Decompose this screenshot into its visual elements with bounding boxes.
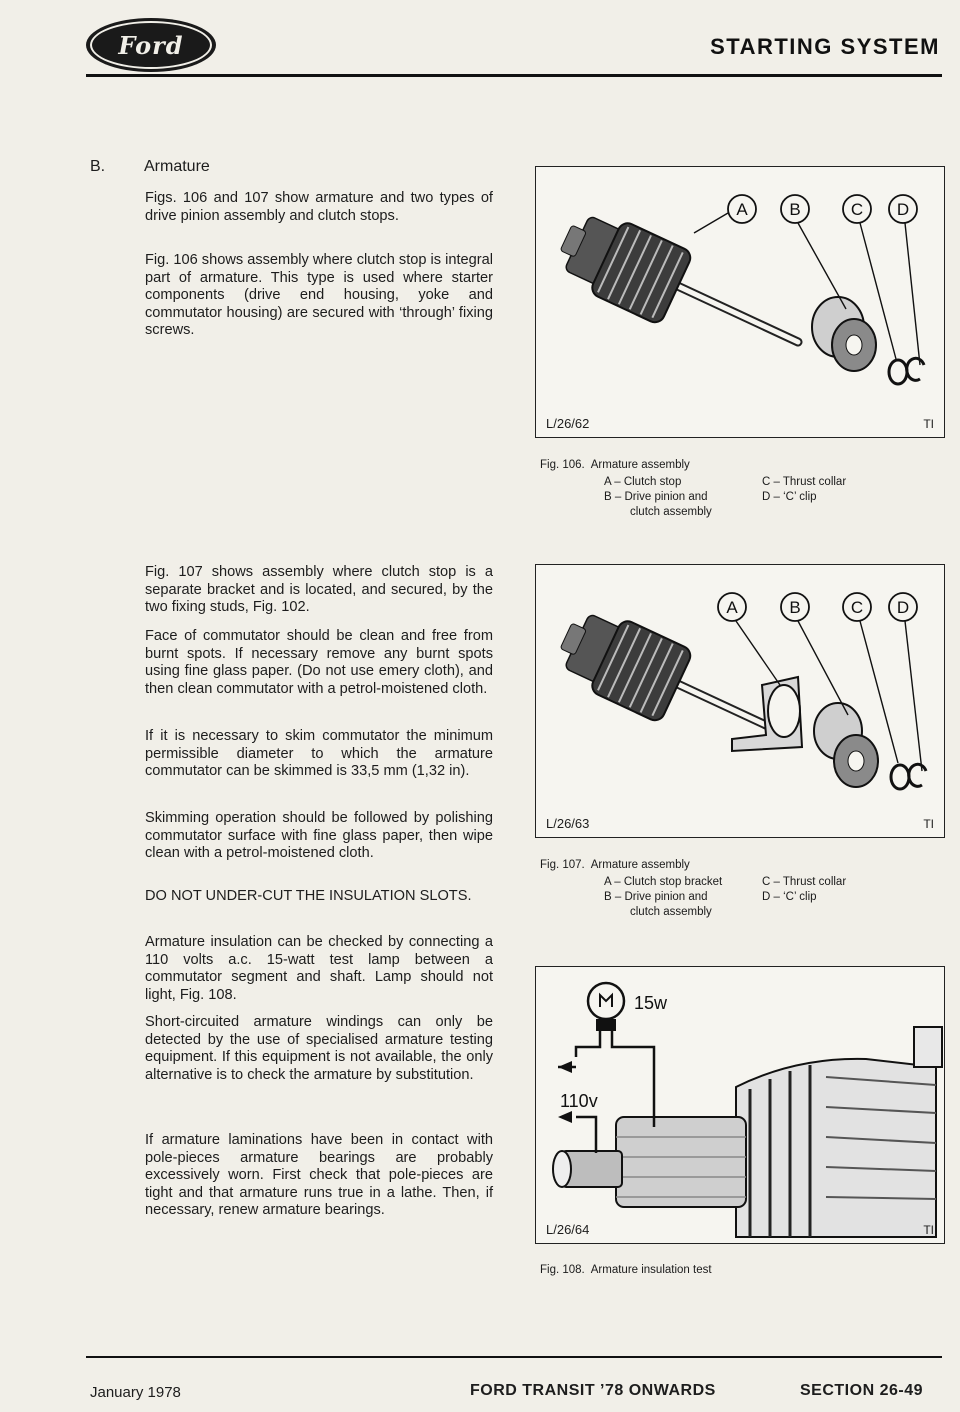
callout-c: C: [850, 598, 864, 617]
figure-number: Fig. 106.: [540, 459, 585, 471]
figure-title: Armature assembly: [590, 859, 690, 871]
caption-item-b2: clutch assembly: [630, 506, 712, 518]
logo-text: Ford: [90, 21, 212, 69]
figure-title: Armature insulation test: [590, 1264, 712, 1276]
section-heading: Armature: [144, 158, 210, 175]
callout-b: B: [789, 200, 801, 219]
figure-108: [535, 966, 945, 1244]
paragraph: Face of commutator should be clean and free from burnt spots. If necessary remove any burnt spots using fine glass paper. (Do not use emery cloth), and then clean commutator with a petrol-moistened cloth.: [145, 628, 493, 697]
header-rule: [86, 74, 942, 77]
caption-item-d: D – ‘C’ clip: [762, 491, 817, 503]
callout-d: D: [896, 200, 910, 219]
callout-a: A: [736, 200, 748, 219]
ford-logo: [86, 18, 216, 72]
callout-c: C: [850, 200, 864, 219]
section-title: STARTING SYSTEM: [710, 34, 940, 59]
paragraph: Armature insulation can be checked by connecting a 110 volts a.c. 15-watt test lamp between a commutator segment and shaft. Lamp should not light, Fig. 108.: [145, 934, 493, 1003]
paragraph: If it is necessary to skim commutator the minimum permissible diameter to which the armature commutator can be skimmed is 33,5 mm (1,32 in).: [145, 728, 493, 779]
paragraph: Skimming operation should be followed by polishing commutator surface with fine glass paper, then wipe clean with a petrol-moistened cloth.: [145, 810, 493, 861]
figure-106-caption: [540, 458, 940, 524]
figure-reference: L/26/64: [546, 1222, 590, 1237]
paragraph: Fig. 106 shows assembly where clutch stop is integral part of armature. This type is used where starter components (drive end housing, yoke and commutator housing) are secured with ‘through’ fixing screws.: [145, 252, 493, 338]
voltage-label: 110v: [560, 1091, 598, 1111]
section-letter: B.: [90, 158, 106, 175]
footer-date: January 1978: [90, 1384, 181, 1401]
caption-item-c: C – Thrust collar: [762, 476, 847, 488]
caption-item-b: B – Drive pinion and: [604, 891, 708, 903]
footer-rule: [86, 1356, 942, 1358]
paragraph: Figs. 106 and 107 show armature and two types of drive pinion assembly and clutch stops.: [145, 190, 493, 224]
figure-107: [535, 564, 945, 838]
paragraph: Fig. 107 shows assembly where clutch stop is a separate bracket and is located, and secured, by the two fixing studs, Fig. 102.: [145, 564, 493, 615]
figure-mark: TI: [923, 417, 934, 431]
paragraph: If armature laminations have been in contact with pole-pieces armature bearings are probably excessively worn. First check that pole-pieces are tight and that armature runs true in a lathe. Then, if necessary, renew armature bearings.: [145, 1132, 493, 1218]
lamp-label: 15w: [634, 993, 668, 1013]
caption-item-a: A – Clutch stop: [604, 476, 682, 488]
figure-number: Fig. 108.: [540, 1264, 585, 1276]
figure-reference: L/26/63: [546, 816, 590, 831]
armature-assembly-bracket-illustration: [536, 565, 944, 837]
callout-b: B: [789, 598, 801, 617]
paragraph: Short-circuited armature windings can only be detected by the use of specialised armature testing equipment. If this equipment is not available, the only alternative is to check the armature by substitution.: [145, 1014, 493, 1083]
figure-title: Armature assembly: [590, 459, 690, 471]
caption-item-d: D – ‘C’ clip: [762, 891, 817, 903]
figure-mark: TI: [923, 817, 934, 831]
armature-assembly-illustration: [536, 167, 944, 437]
figure-reference: L/26/62: [546, 416, 590, 431]
insulation-test-illustration: [536, 967, 944, 1243]
figure-108-caption: [540, 1263, 940, 1281]
callout-d: D: [896, 598, 910, 617]
callout-a: A: [726, 598, 738, 617]
footer-section: SECTION 26-49: [800, 1382, 923, 1399]
caption-item-b: B – Drive pinion and: [604, 491, 708, 503]
caption-item-b2: clutch assembly: [630, 906, 712, 918]
caption-item-a: A – Clutch stop bracket: [604, 876, 723, 888]
caption-item-c: C – Thrust collar: [762, 876, 847, 888]
figure-number: Fig. 107.: [540, 859, 585, 871]
figure-107-caption: [540, 858, 940, 924]
paragraph: DO NOT UNDER-CUT THE INSULATION SLOTS.: [145, 888, 472, 904]
figure-mark: TI: [923, 1223, 934, 1237]
figure-106: [535, 166, 945, 438]
footer-title: FORD TRANSIT ’78 ONWARDS: [470, 1382, 716, 1399]
